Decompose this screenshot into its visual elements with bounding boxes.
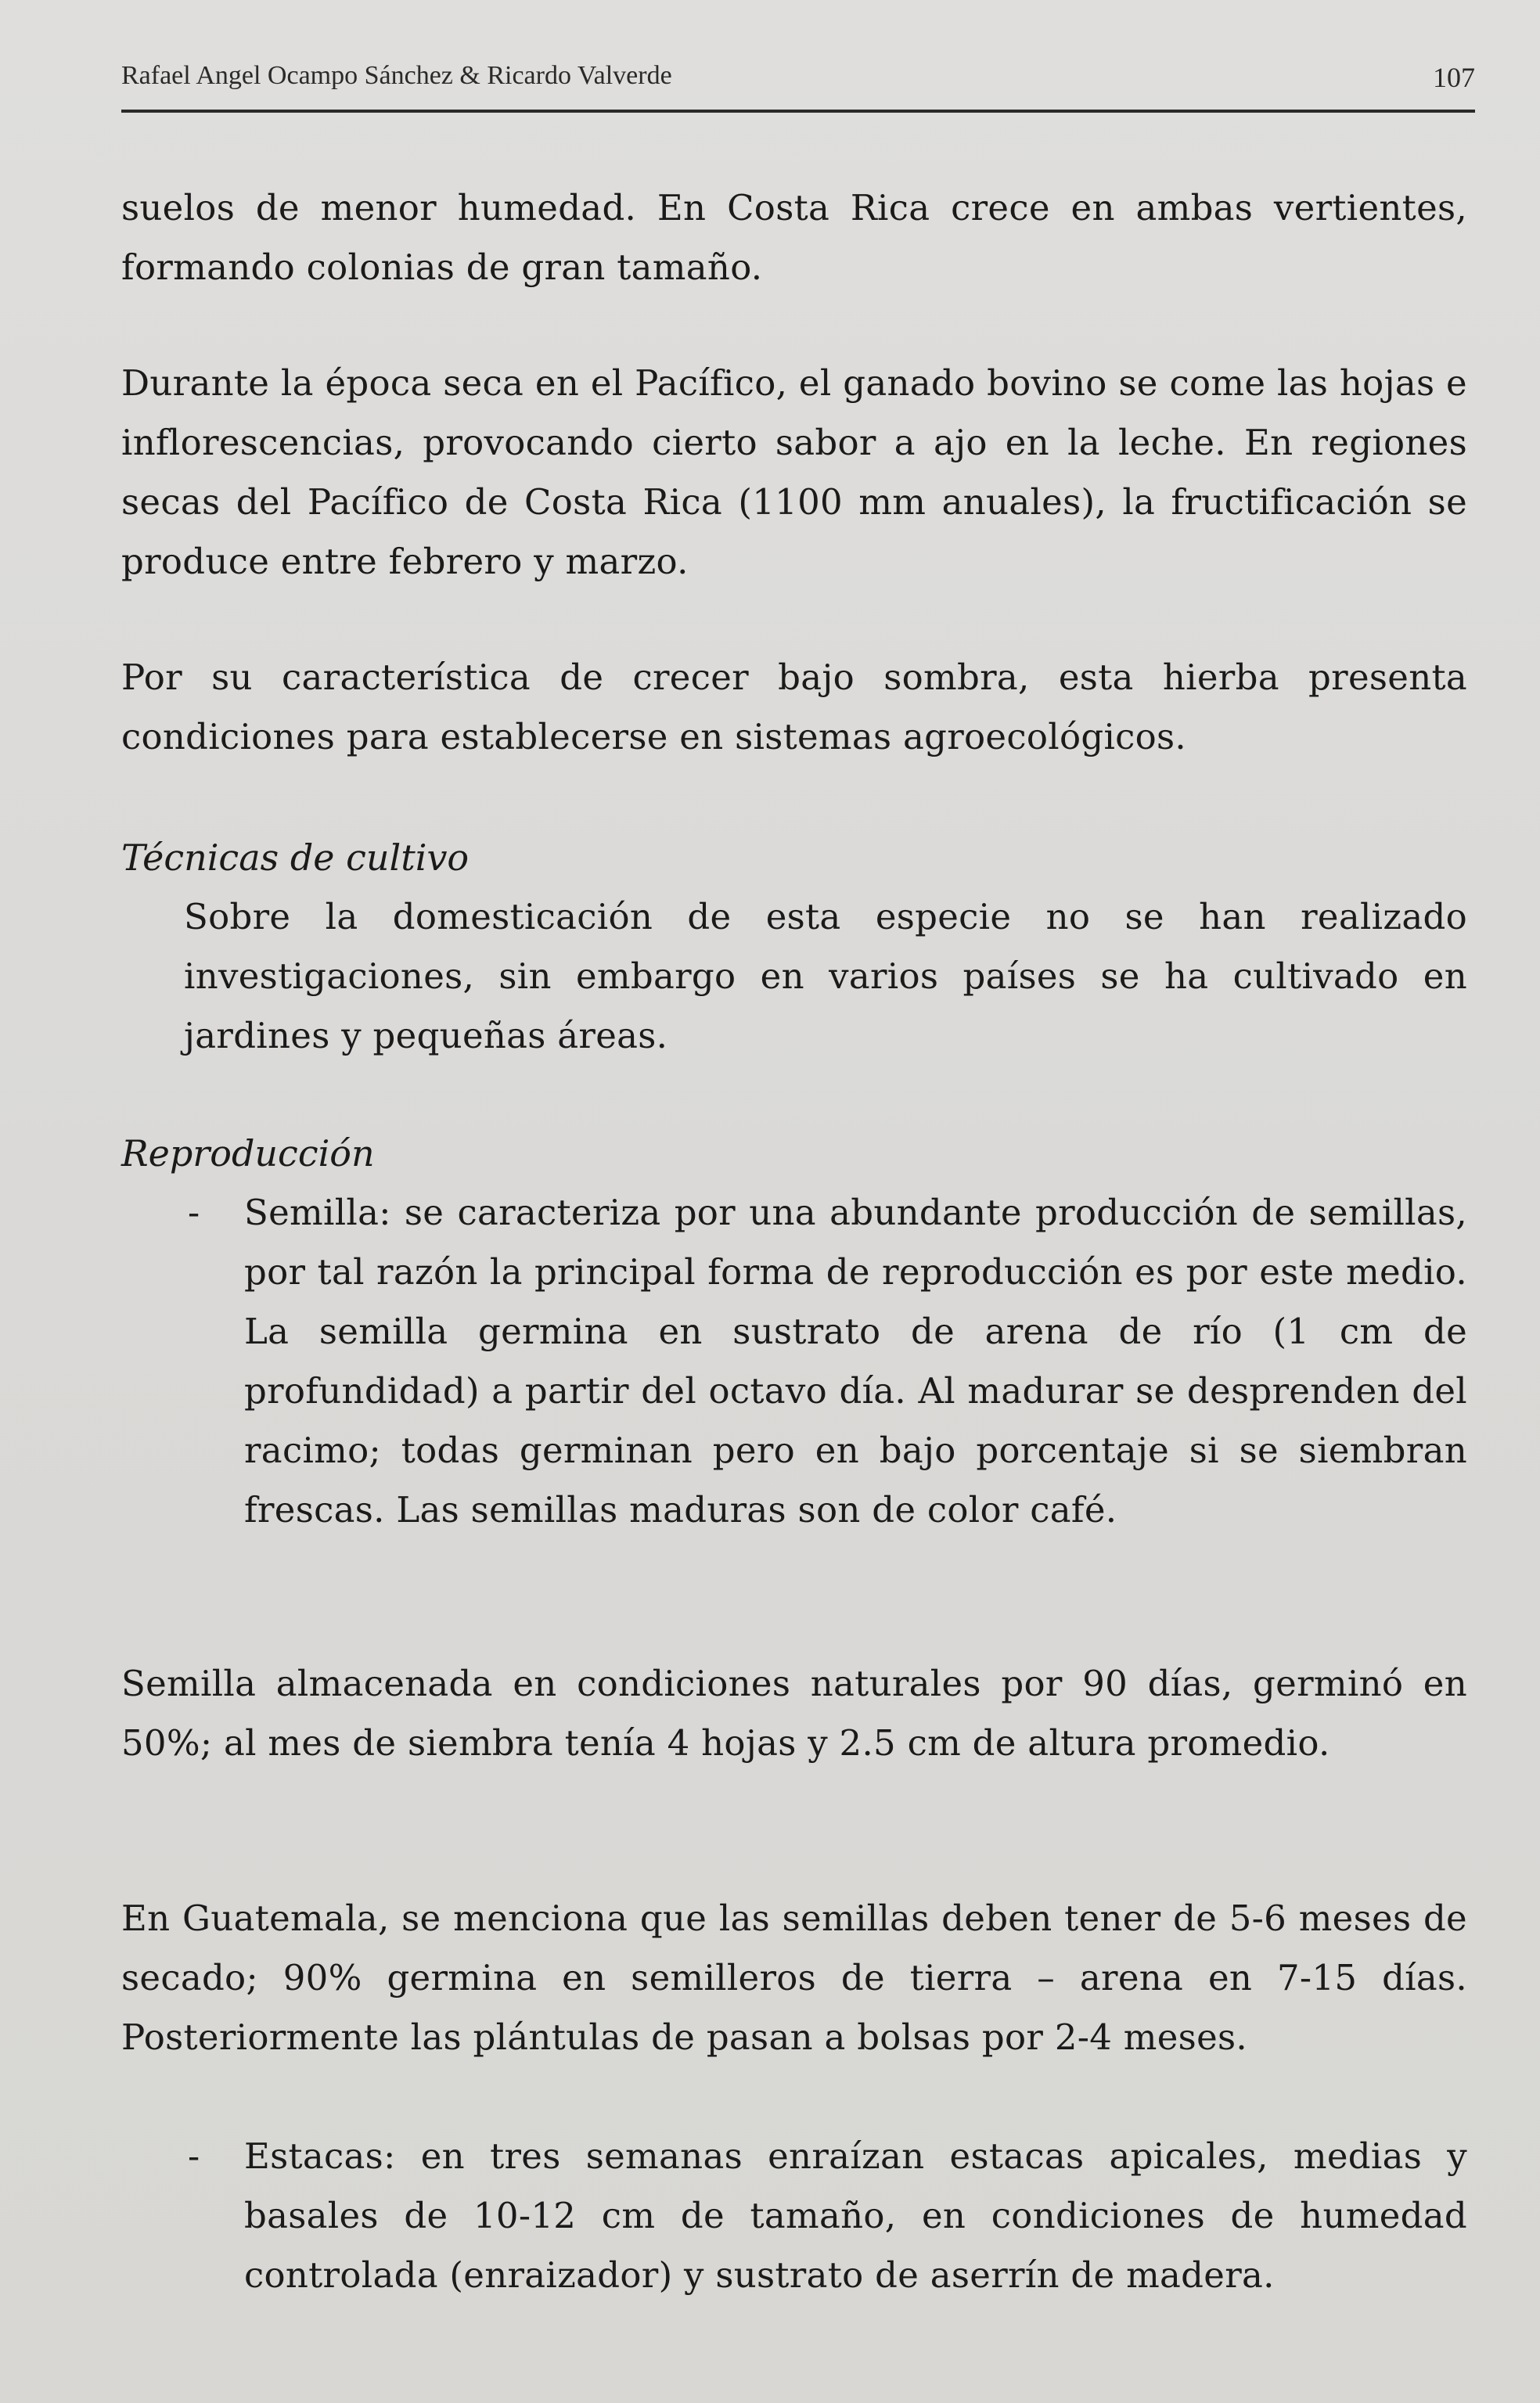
paragraph-domesticacion: Sobre la domesticación de esta especie no se han realizado investigaciones, sin embargo en varios países se ha cultivado en jardines y pequeñas áreas. bbox=[184, 896, 1467, 1056]
paragraph-semilla-almacenada: Semilla almacenada en condiciones naturales por 90 días, germinó en 50%; al mes de siembra tenía 4 hojas y 2.5 cm de altura promedio. bbox=[121, 1663, 1467, 1764]
paragraph-semilla: Semilla: se caracteriza por una abundante producción de semillas, por tal razón la principal forma de reproducción es por este medio. La semilla germina en sustrato de arena de río (1 cm de profundidad) a partir del octavo día. Al madurar se desprenden del racimo; todas germinan pero en bajo porcentaje si se siembran frescas. Las semillas maduras son de color café. bbox=[244, 1192, 1467, 1531]
paragraph-sombra: Por su característica de crecer bajo sombra, esta hierba presenta condiciones para establecerse en sistemas agroecológicos. bbox=[121, 657, 1467, 757]
paragraph-estacas: Estacas: en tres semanas enraízan estacas apicales, medias y basales de 10-12 cm de tamaño, en condiciones de humedad controlada (enraizador) y sustrato de aserrín de madera. bbox=[244, 2135, 1467, 2296]
bullet-dash-semilla: - bbox=[188, 1192, 200, 1233]
bullet-dash-estacas: - bbox=[188, 2135, 200, 2177]
page-number: 107 bbox=[1433, 62, 1475, 93]
paragraph-epoca-seca: Durante la época seca en el Pacífico, el ganado bovino se come las hojas e inflorescencias, provocando cierto sabor a ajo en la leche. En regiones secas del Pacífico de Costa Rica (1100 mm anuales), la fructificación se produce entre febrero y marzo. bbox=[121, 362, 1467, 582]
heading-tecnicas-cultivo: Técnicas de cultivo bbox=[121, 836, 470, 879]
running-header bbox=[121, 61, 1475, 113]
header-authors: Rafael Angel Ocampo Sánchez & Ricardo Valverde bbox=[121, 61, 672, 90]
paragraph-suelos: suelos de menor humedad. En Costa Rica crece en ambas vertientes, formando colonias de gran tamaño. bbox=[121, 187, 1467, 288]
paragraph-guatemala: En Guatemala, se menciona que las semillas deben tener de 5-6 meses de secado; 90% germina en semilleros de tierra – arena en 7-15 días. Posteriormente las plántulas de pasan a bolsas por 2-4 meses. bbox=[121, 1898, 1467, 2058]
heading-reproduccion: Reproducción bbox=[121, 1132, 375, 1175]
